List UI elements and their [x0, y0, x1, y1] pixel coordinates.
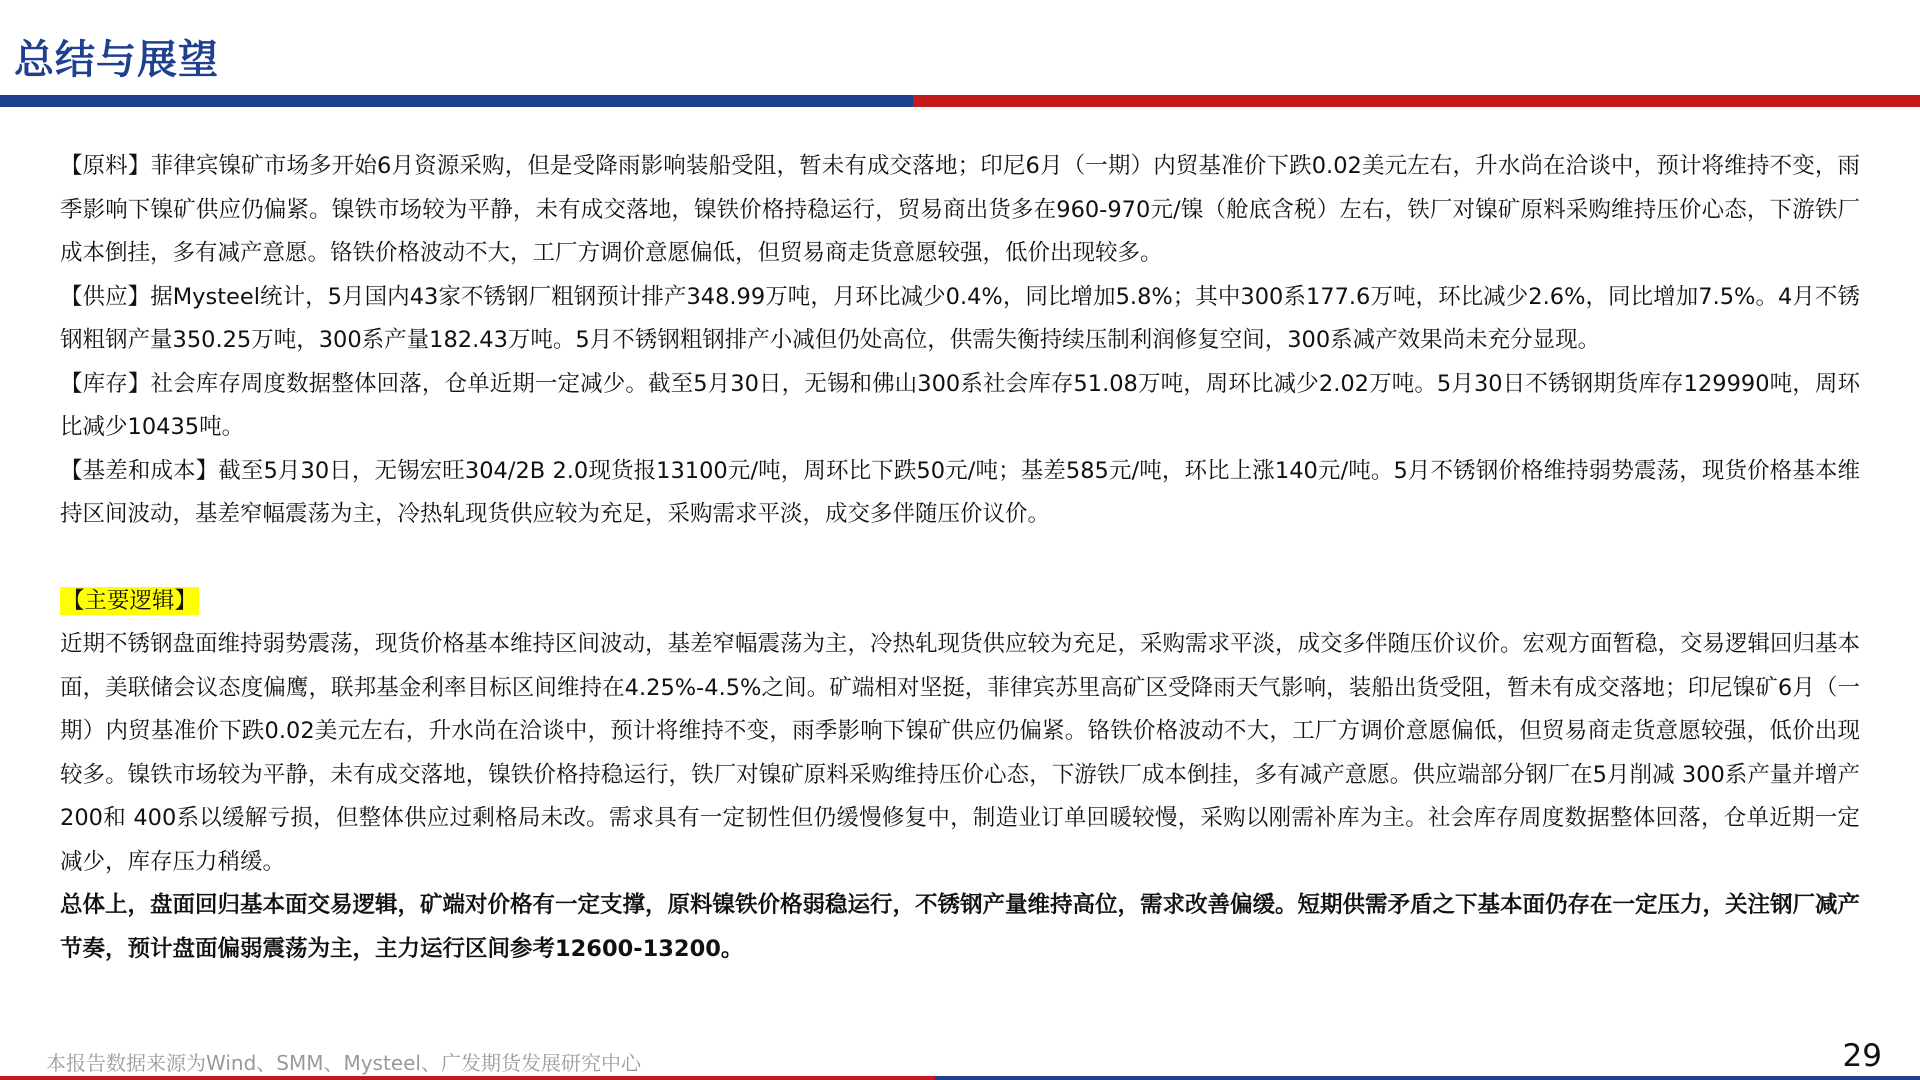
footer-divider-red: [0, 1076, 935, 1080]
spacer: [60, 537, 1860, 580]
basis-cost-paragraph: 【基差和成本】截至5月30日，无锡宏旺304/2B 2.0现货报13100元/吨，周环比下跌50元/吨；基差585元/吨，环比上涨140元/吨。5月不锈钢价格维持弱势震荡，现货价格基本维持区间波动，基差窄幅震荡为主，冷热轧现货供应较为充足，采购需求平淡，成交多伴随压价议价。: [60, 457, 1860, 527]
header-divider-blue: [0, 95, 913, 107]
page-number: 29: [1842, 1038, 1882, 1074]
supply-paragraph: 【供应】据Mysteel统计，5月国内43家不锈钢厂粗钢预计排产348.99万吨，月环比减少0.4%，同比增加5.8%；其中300系177.6万吨，环比减少2.6%，同比增加7.5%。4月不锈钢粗钢产量350.25万吨，300系产量182.43万吨。5月不锈钢粗钢排产小减但仍处高位，供需失衡持续压制利润修复空间，300系减产效果尚未充分显现。: [60, 283, 1860, 353]
footer-divider: [0, 1076, 1920, 1080]
inventory-paragraph: 【库存】社会库存周度数据整体回落，仓单近期一定减少。截至5月30日，无锡和佛山300系社会库存51.08万吨，周环比减少2.02万吨。5月30日不锈钢期货库存129990吨，周环比减少10435吨。: [60, 370, 1860, 440]
summary-content: [60, 145, 1860, 971]
page-title: 总结与展望: [14, 37, 219, 83]
data-source-note: 本报告数据来源为Wind、SMM、Mysteel、广发期货发展研究中心: [46, 1051, 641, 1075]
header-divider-red: [913, 95, 1920, 107]
main-logic-heading-row: [60, 580, 1860, 624]
raw-material-paragraph: 【原料】菲律宾镍矿市场多开始6月资源采购，但是受降雨影响装船受阻，暂未有成交落地；印尼6月（一期）内贸基准价下跌0.02美元左右，升水尚在洽谈中，预计将维持不变，雨季影响下镍矿供应仍偏紧。镍铁市场较为平静，未有成交落地，镍铁价格持稳运行，贸易商出货多在960-970元/镍（舱底含税）左右，铁厂对镍矿原料采购维持压价心态，下游铁厂成本倒挂，多有减产意愿。铬铁价格波动不大，工厂方调价意愿偏低，但贸易商走货意愿较强，低价出现较多。: [60, 153, 1860, 266]
main-logic-heading: 【主要逻辑】: [62, 587, 198, 614]
conclusion-paragraph: 总体上，盘面回归基本面交易逻辑，矿端对价格有一定支撑，原料镍铁价格弱稳运行，不锈钢产量维持高位，需求改善偏缓。短期供需矛盾之下基本面仍存在一定压力，关注钢厂减产节奏，预计盘面偏弱震荡为主，主力运行区间参考12600-13200。: [60, 892, 1861, 962]
main-logic-paragraph: 近期不锈钢盘面维持弱势震荡，现货价格基本维持区间波动，基差窄幅震荡为主，冷热轧现货供应较为充足，采购需求平淡，成交多伴随压价议价。宏观方面暂稳，交易逻辑回归基本面，美联储会议态度偏鹰，联邦基金利率目标区间维持在4.25%-4.5%之间。矿端相对坚挺，菲律宾苏里高矿区受降雨天气影响，装船出货受阻，暂未有成交落地；印尼镍矿6月（一期）内贸基准价下跌0.02美元左右，升水尚在洽谈中，预计将维持不变，雨季影响下镍矿供应仍偏紧。铬铁价格波动不大，工厂方调价意愿偏低，但贸易商走货意愿较强，低价出现较多。镍铁市场较为平静，未有成交落地，镍铁价格持稳运行，铁厂对镍矿原料采购维持压价心态，下游铁厂成本倒挂，多有减产意愿。供应端部分钢厂在5月削减 300系产量并增产 200和 400系以缓解亏损，但整体供应过剩格局未改。需求具有一定韧性但仍缓慢修复中，制造业订单回暖较慢，采购以刚需补库为主。社会库存周度数据整体回落，仓单近期一定减少，库存压力稍缓。: [60, 631, 1861, 875]
footer-divider-blue: [935, 1076, 1920, 1080]
header-divider: [0, 95, 1920, 107]
